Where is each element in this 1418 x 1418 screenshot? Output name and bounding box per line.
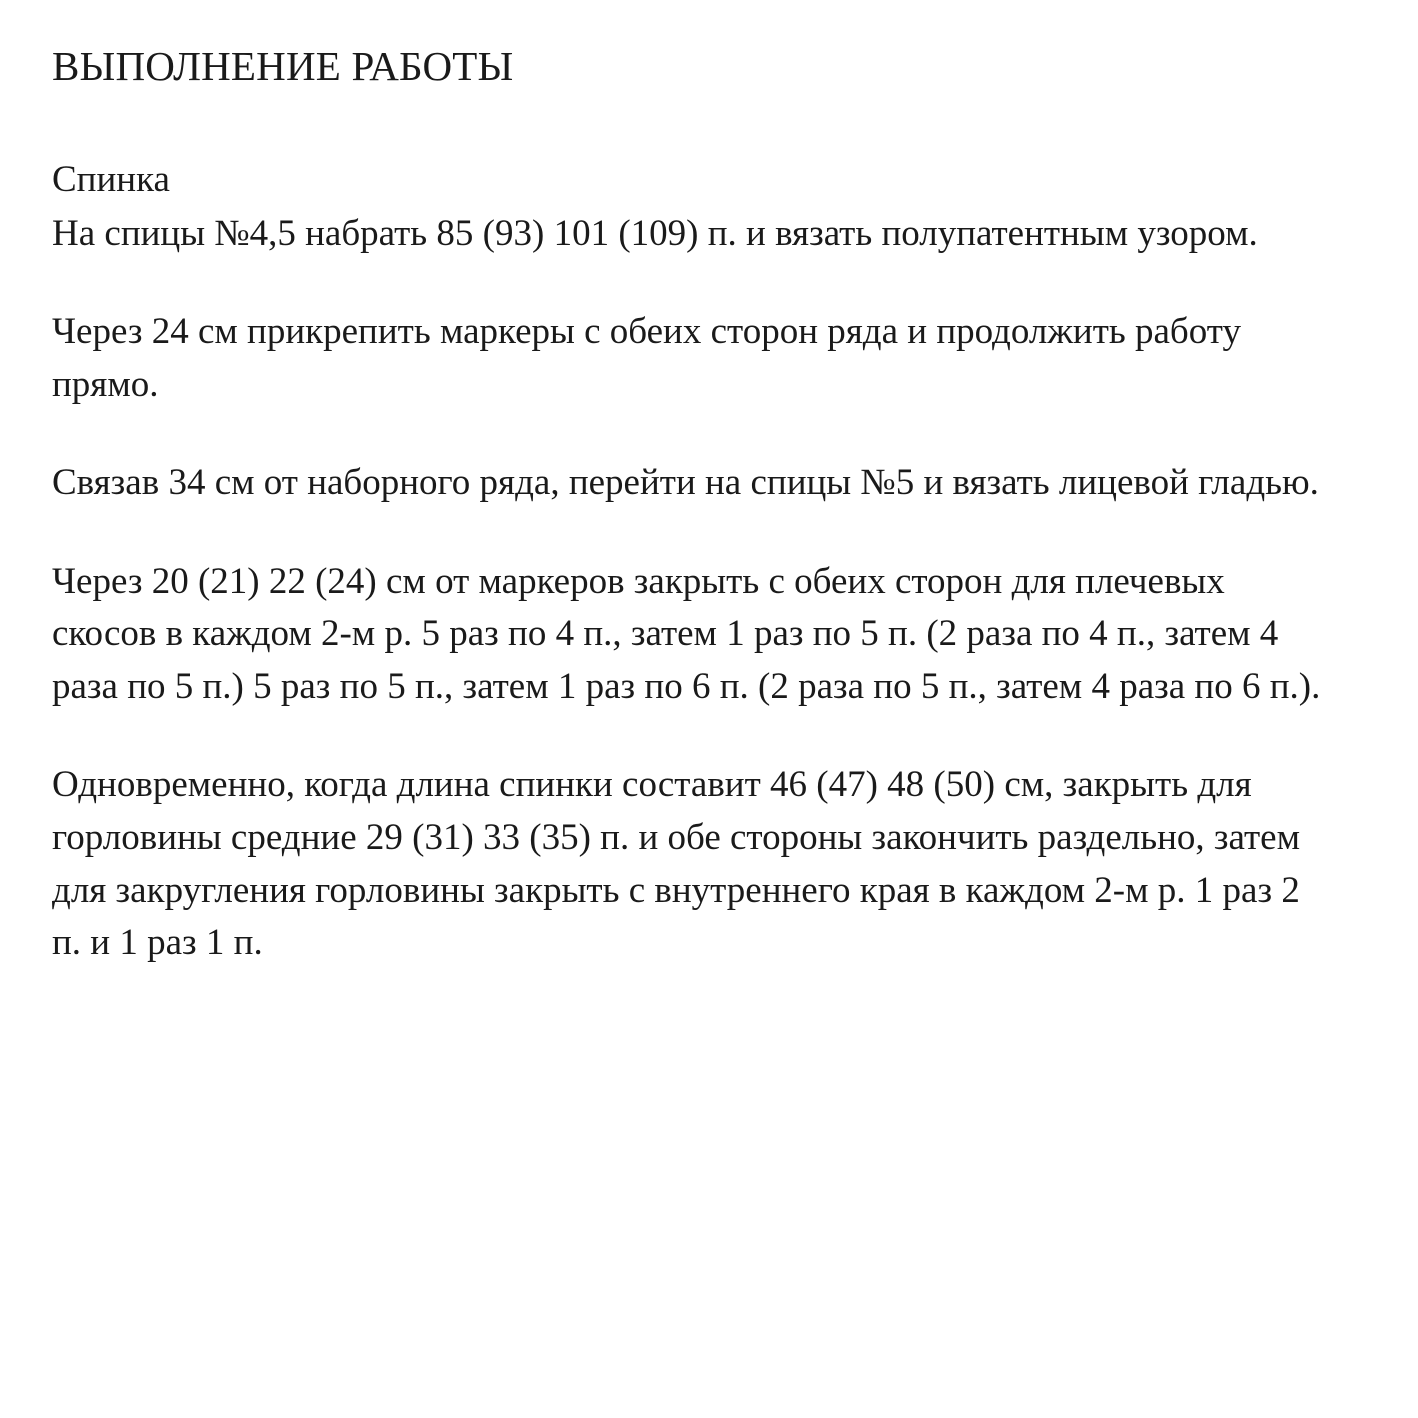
- paragraph-markers: Через 24 см прикрепить маркеры с обеих сторон ряда и продолжить работу прямо.: [52, 311, 1241, 405]
- section-heading-back-piece: Спинка: [52, 159, 170, 201]
- paragraph-shoulder-shaping: Через 20 (21) 22 (24) см от маркеров закрыть с обеих сторон для плечевых скосов в каждом 2-м р. 5 раз по 4 п., затем 1 раз по 5 п. (2 раза по 4 п., затем 4 раза по 5 п.) 5 раз по 5 п., затем 1 раз по 6 п. (2 раза по 5 п., затем 4 раза по 6 п.).: [52, 560, 1321, 707]
- page-title: ВЫПОЛНЕНИЕ РАБОТЫ: [52, 43, 514, 89]
- paragraph-switch-needles: Связав 34 см от наборного ряда, перейти на спицы №5 и вязать лицевой гладью.: [52, 462, 1319, 504]
- paragraph-neckline-shaping: Одновременно, когда длина спинки составит 46 (47) 48 (50) см, закрыть для горловины средние 29 (31) 33 (35) п. и обе стороны закончить раздельно, затем для закругления горловины закрыть с внутреннего края в каждом 2-м р. 1 раз 2 п. и 1 раз 1 п.: [52, 764, 1301, 964]
- paragraph-cast-on: На спицы №4,5 набрать 85 (93) 101 (109) п. и вязать полупатентным узором.: [52, 212, 1258, 254]
